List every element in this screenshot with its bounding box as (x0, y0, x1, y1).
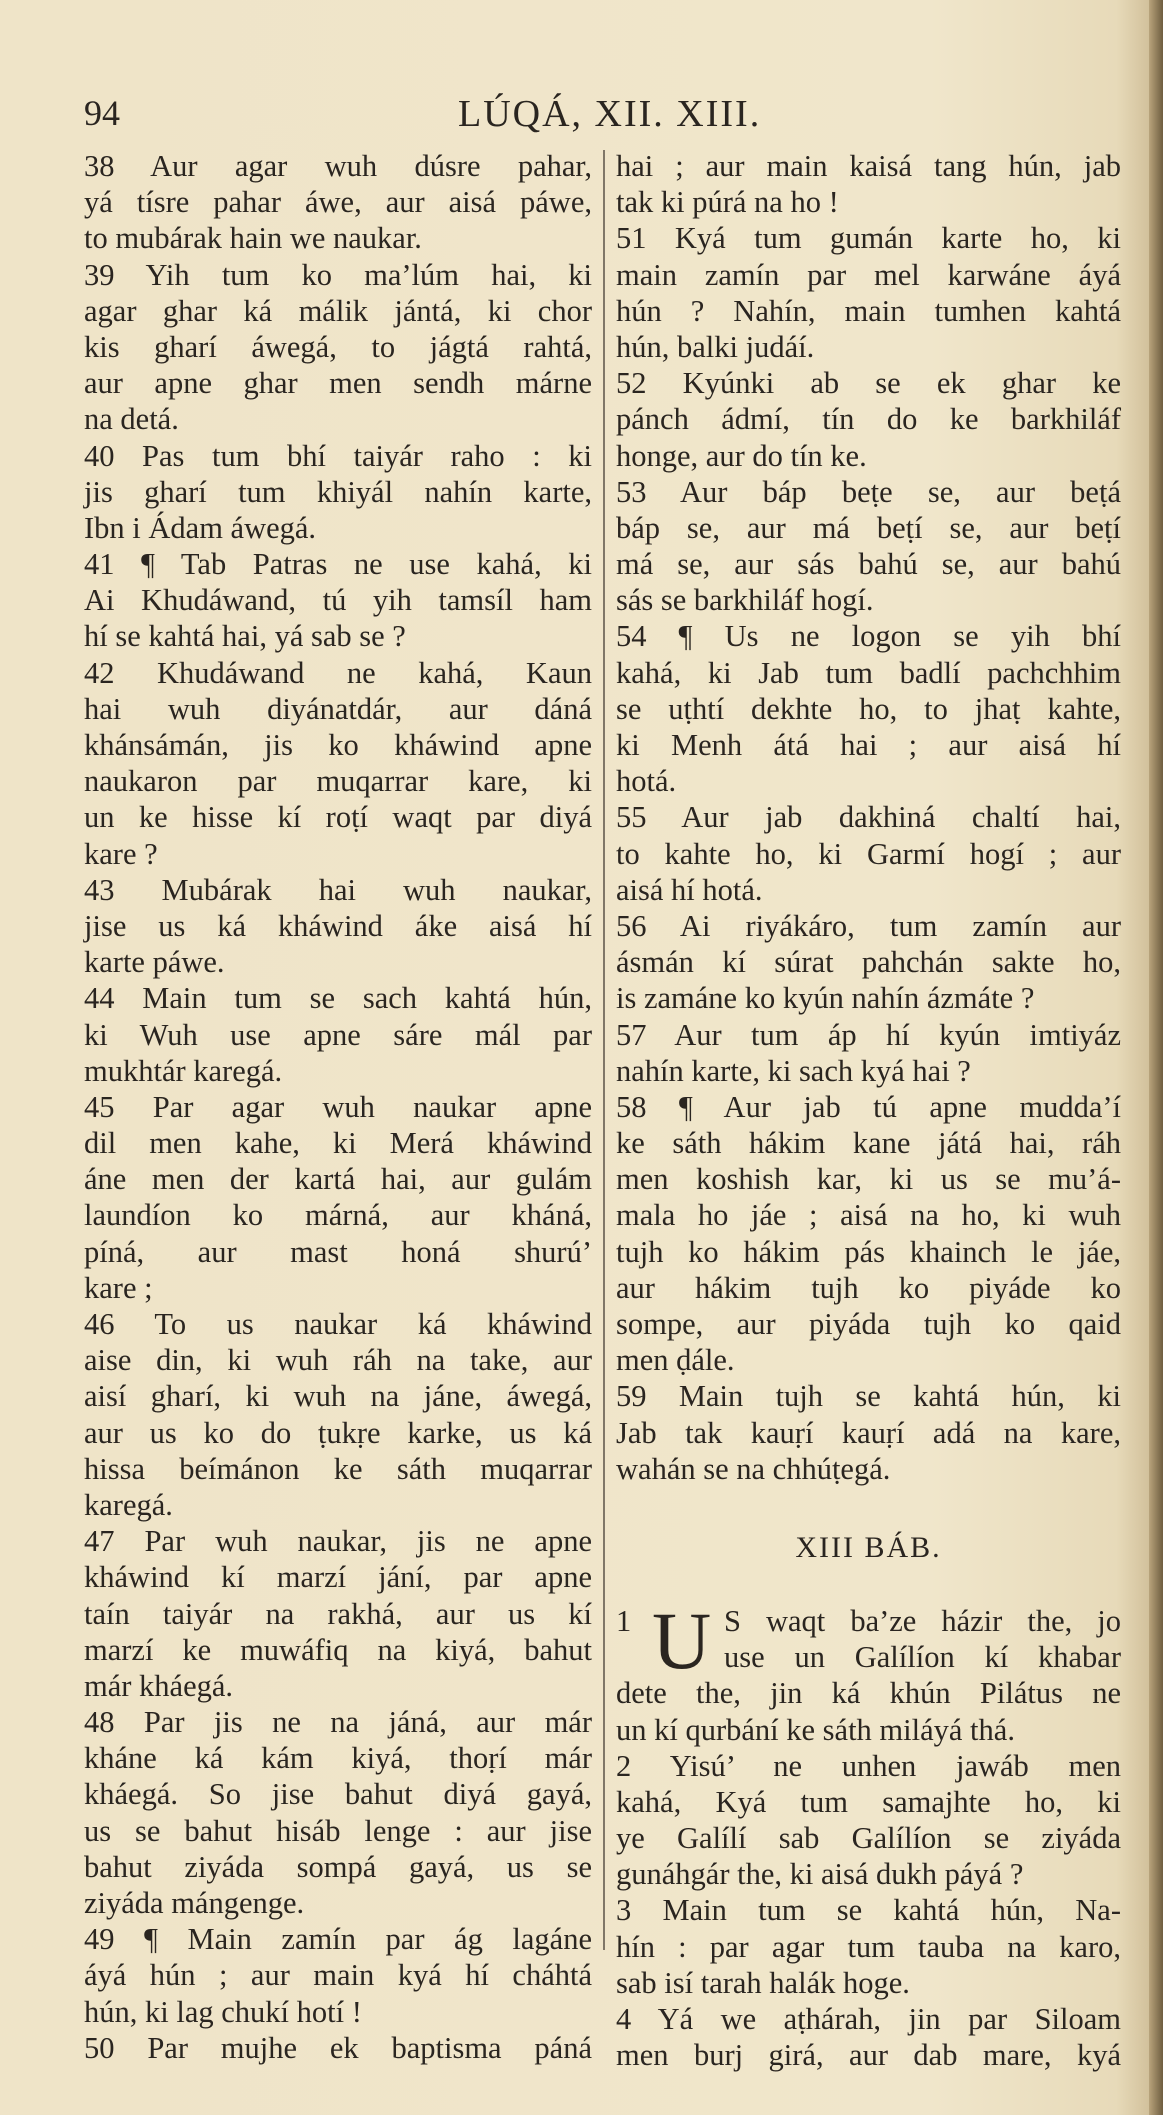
right-column (616, 148, 1121, 2073)
right-column-text-before (616, 148, 1121, 1487)
text-line: 59 Main tujh se kahtá hún, ki (616, 1379, 1121, 1414)
text-line: to kahte ho, ki Garmí hogí ; aur (616, 836, 1121, 871)
text-line: 2 Yisú’ ne unhen jawáb men (616, 1748, 1121, 1783)
text-line: se uṭhtí dekhte ho, to jhaṭ kahte, (616, 691, 1121, 726)
text-line: ziyáda mángenge. (84, 1886, 305, 1920)
text-line: 41 ¶ Tab Patras ne use kahá, ki (84, 547, 592, 582)
text-line: ye Galílí sab Galílíon se ziyáda (616, 1821, 1121, 1856)
text-line: kahá, ki Jab tum badlí pachchhim (616, 655, 1121, 690)
page-edge (1149, 0, 1163, 2115)
text-line: 54 ¶ Us ne logon se yih bhí (616, 619, 1121, 654)
text-line: kis gharí áwegá, to jágtá rahtá, (84, 329, 592, 364)
text-line: agar ghar ká málik jántá, ki chor (84, 293, 592, 328)
text-line: 4 Yá we aṭhárah, jin par Siloam (616, 2002, 1121, 2036)
text-line: karegá. (84, 1487, 173, 1522)
drop-cap-paragraph (616, 1594, 1121, 1686)
text-line: ki Wuh use apne sáre mál par (84, 1017, 592, 1052)
text-line: 38 Aur agar wuh dúsre pahar, (84, 149, 592, 183)
column-divider (603, 150, 605, 1950)
text-line: laundíon ko márná, aur kháná, (84, 1198, 592, 1233)
left-column (84, 148, 592, 2066)
text-line: un kí qurbání ke sáth miláyá thá. (616, 1712, 1015, 1747)
verse-number: 1 (616, 1603, 632, 1638)
text-line: men ḍále. (616, 1343, 735, 1378)
text-line: aur apne ghar men sendh márne (84, 366, 592, 401)
text-line: sompe, aur piyáda tujh ko qaid (616, 1307, 1121, 1341)
text-line: aisí gharí, ki wuh na jáne, áwegá, (84, 1379, 592, 1414)
text-line: mala ho jáe ; aisá na ho, ki wuh (616, 1198, 1121, 1233)
running-head: LÚQÁ, XII. XIII. (458, 93, 762, 135)
text-line: ki Menh átá hai ; aur aisá hí (616, 728, 1121, 762)
drop-cap-text-1: S waqt ba’ze házir the, jo (724, 1603, 1121, 1638)
text-line: us se bahut hisáb lenge : aur jise (84, 1813, 592, 1848)
text-line: 55 Aur jab dakhiná chaltí hai, (616, 800, 1121, 835)
text-line: kare ; (84, 1270, 153, 1305)
text-line: kare ? (84, 836, 158, 871)
text-line: karte páwe. (84, 945, 225, 980)
text-line: nahín karte, ki sach kyá hai ? (616, 1053, 971, 1088)
text-line: 39 Yih tum ko ma’lúm hai, ki (84, 257, 592, 292)
chapter-heading: XIII BÁB. (795, 1530, 942, 1564)
text-line: 42 Khudáwand ne kahá, Kaun (84, 655, 592, 690)
text-line: tujh ko hákim pás khainch le jáe, (616, 1234, 1121, 1269)
text-line: sás se barkhiláf hogí. (616, 583, 874, 618)
text-line: 51 Kyá tum gumán karte ho, ki (616, 221, 1121, 256)
text-line: Jab tak kauṛí kauṛí adá na kare, (616, 1415, 1121, 1450)
text-line: men koshish kar, ki us se mu’á- (616, 1162, 1121, 1197)
text-line: hotá. (616, 764, 677, 799)
text-line: 57 Aur tum áp hí kyún imtiyáz (616, 1017, 1121, 1052)
text-line: hín : par agar tum tauba na karo, (616, 1929, 1121, 1964)
text-line: honge, aur do tín ke. (616, 438, 867, 473)
text-line: naukaron par muqarrar kare, ki (84, 764, 592, 799)
text-line: ke sáth hákim kane játá hai, ráh (616, 1126, 1121, 1161)
text-line: un ke hisse kí roṭí waqt par diyá (84, 800, 592, 835)
drop-cap-letter: U (652, 1594, 712, 1686)
text-line: 47 Par wuh naukar, jis ne apne (84, 1524, 592, 1559)
page-number: 94 (84, 93, 120, 133)
text-line: gunáhgár the, ki aisá dukh páyá ? (616, 1857, 1024, 1892)
text-line: hún, balki judáí. (616, 329, 815, 364)
text-line: aur us ko do ṭukṛe karke, us ká (84, 1415, 592, 1450)
text-line: dete the, jin ká khún Pilátus ne (616, 1676, 1121, 1711)
text-line: mukhtár karegá. (84, 1053, 283, 1088)
text-line: main zamín par mel karwáne áyá (616, 257, 1121, 292)
text-line: aise din, ki wuh ráh na take, aur (84, 1343, 592, 1378)
text-line: 56 Ai riyákáro, tum zamín aur (616, 908, 1121, 943)
text-line: kháwind kí marzí jání, par apne (84, 1560, 592, 1595)
text-line: sab isí tarah halák hoge. (616, 1965, 910, 2000)
text-line: yá tísre pahar áwe, aur aisá páwe, (84, 185, 592, 220)
text-line: báp se, aur má beṭí se, aur beṭí (616, 510, 1121, 545)
text-line: 50 Par mujhe ek baptisma páná (84, 2030, 592, 2065)
text-line: men burj girá, aur dab mare, kyá (616, 2038, 1121, 2073)
text-line: jis gharí tum khiyál nahín karte, (84, 474, 592, 509)
text-line: kháne ká kám kiyá, thoṛí már (84, 1741, 592, 1776)
text-line: 52 Kyúnki ab se ek ghar ke (616, 366, 1121, 401)
text-line: hí se kahtá hai, yá sab se ? (84, 619, 406, 654)
text-line: Ibn i Ádam áwegá. (84, 510, 317, 545)
text-line: 43 Mubárak hai wuh naukar, (84, 872, 592, 907)
text-line: to mubárak hain we naukar. (84, 221, 422, 256)
text-line: aisá hí hotá. (616, 872, 763, 907)
text-line: 44 Main tum se sach kahtá hún, (84, 981, 592, 1016)
text-line: marzí ke muwáfiq na kiyá, bahut (84, 1632, 592, 1667)
text-line: 45 Par agar wuh naukar apne (84, 1089, 592, 1124)
text-line: khánsámán, jis ko kháwind apne (84, 728, 592, 762)
text-line: 46 To us naukar ká kháwind (84, 1307, 592, 1341)
text-line: hai wuh diyánatdár, aur dáná (84, 691, 592, 726)
text-line: tak ki púrá na ho ! (616, 185, 839, 220)
text-line: 40 Pas tum bhí taiyár raho : ki (84, 438, 592, 473)
text-line: dil men kahe, ki Merá kháwind (84, 1126, 592, 1161)
text-line: 53 Aur báp beṭe se, aur beṭá (616, 474, 1121, 509)
text-line: Ai Khudáwand, tú yih tamsíl ham (84, 583, 592, 618)
text-line: jise us ká kháwind áke aisá hí (84, 908, 592, 943)
text-line: wahán se na chhúṭegá. (616, 1451, 891, 1486)
text-line: aur hákim tujh ko piyáde ko (616, 1270, 1121, 1305)
right-column-text-after (616, 1675, 1121, 2073)
text-line: hai ; aur main kaisá tang hún, jab (616, 149, 1121, 183)
text-line: kháegá. So jise bahut diyá gayá, (84, 1777, 592, 1812)
text-line: 49 ¶ Main zamín par ág lagáne (84, 1922, 592, 1957)
text-line: hissa beímánon ke sáth muqarrar (84, 1451, 592, 1486)
text-line: hún ? Nahín, main tumhen kahtá (616, 293, 1121, 328)
text-line: taín taiyár na rakhá, aur us kí (84, 1596, 592, 1631)
text-line: píná, aur mast honá shurú’ (84, 1234, 592, 1269)
text-line: hún, ki lag chukí hotí ! (84, 1994, 362, 2029)
text-line: 48 Par jis ne na jáná, aur már (84, 1705, 592, 1740)
text-line: áyá hún ; aur main kyá hí cháhtá (84, 1958, 592, 1993)
text-line: na detá. (84, 402, 179, 437)
text-line: 58 ¶ Aur jab tú apne mudda’í (616, 1089, 1121, 1124)
text-line: már kháegá. (84, 1668, 234, 1703)
text-line: ásmán kí súrat pahchán sakte ho, (616, 945, 1121, 980)
text-line: bahut ziyáda sompá gayá, us se (84, 1849, 592, 1884)
page-header (0, 92, 1163, 142)
text-line: 3 Main tum se kahtá hún, Na- (616, 1893, 1121, 1928)
text-line: kahá, Kyá tum samajhte ho, ki (616, 1784, 1121, 1819)
text-line: áne men der kartá hai, aur gulám (84, 1162, 592, 1197)
text-line: má se, aur sás bahú se, aur bahú (616, 547, 1121, 582)
text-line: is zamáne ko kyún nahín ázmáte ? (616, 981, 1035, 1016)
text-line: pánch ádmí, tín do ke barkhiláf (616, 402, 1121, 437)
drop-cap-text-2: use un Galílíon kí khabar (724, 1640, 1121, 1675)
